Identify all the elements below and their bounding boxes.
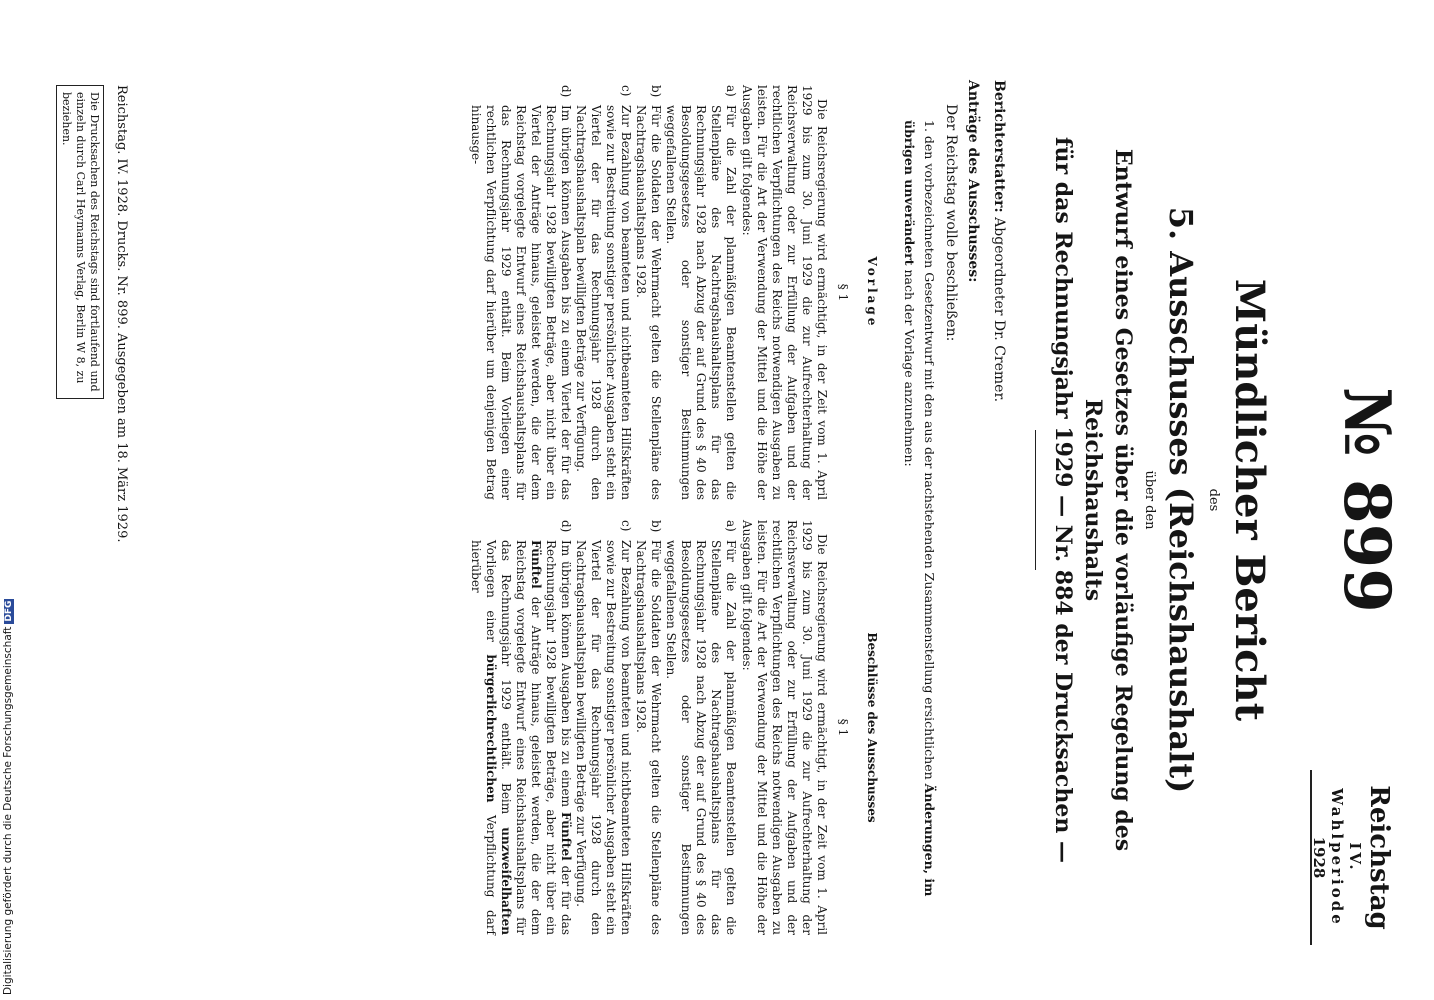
intro-block (899, 80, 1009, 940)
d-text-2: der für das Rechnungsjahr 1928 bewilligten Beträge, aber nicht über ein (544, 540, 573, 935)
reporter-name: Abgeordneter Dr. Cremer. (991, 217, 1007, 403)
dfg-logo: DFG (4, 600, 14, 622)
item-text (468, 540, 573, 935)
beschluesse-item-b (633, 520, 663, 935)
item-text: Für die Soldaten der Wehrmacht gelten die Stellenpläne des Nachtragshaushaltsplans 1928. (634, 105, 663, 500)
title-rule (1035, 430, 1036, 570)
beschluesse-paragraph: Die Reichsregierung wird ermächtigt, in der Zeit vom 1. April 1929 bis zum 30. Juni 1929 die zur Aufrechterhaltung der Reichsverwaltung oder zur Erfüllung der Aufgaben und der rechtlichen Verpflichtungen des Reichs notwendigen Ausgaben zu leisten. Für die Art der Verwendung der Mittel und die Höhe der Ausgaben gilt folgendes: (740, 520, 829, 935)
beschluesse-item-d (468, 520, 573, 935)
vorlage-item-a (663, 85, 738, 500)
item-label: d) (559, 85, 573, 98)
item-text: Zur Bezahlung von beamteten und nichtbeamteten Hilfskräften sowie zur Bestreitung sonstiger persönlicher Ausgaben steht ein Viertel der für das Rechnungsjahr 1928 durch den Nachtragshaushaltsplan bewilligten Beträge zur Verfügung. (574, 105, 633, 500)
footer-notice: Die Drucksachen des Reichstags sind fortlaufend und einzeln durch Carl Heymanns Verlag, Berlin W 8, zu beziehen. (56, 85, 104, 399)
item-text: Für die Zahl der planmäßigen Beamtenstellen gelten die Stellenpläne des Nachtragshaushaltsplans für das Rechnungsjahr 1928 nach Abzug der auf Grund des § 40 des Besoldungsgesetzes oder sonstiger Bestimmungen weggefallenen Stellen. (664, 105, 738, 500)
beschluesse-section: § 1 (836, 718, 850, 737)
masthead-year: 1928 (1310, 836, 1328, 879)
d-emphasis-3: unzweifelhaften (499, 827, 513, 935)
beschluesse-heading: Beschlüsse des Ausschusses (865, 632, 879, 823)
item-text: Zur Bezahlung von beamteten und nichtbeamteten Hilfskräften sowie zur Bestreitung sonstiger persönlicher Ausgaben steht ein Viertel der für das Rechnungsjahr 1928 durch den Nachtragshaushaltsplan bewilligten Beträge zur Verfügung. (574, 540, 633, 935)
d-emphasis-2: Fünftel (529, 540, 543, 589)
vorlage-paragraph: Die Reichsregierung wird ermächtigt, in der Zeit vom 1. April 1929 bis zum 30. Juni 1929 die zur Aufrechterhaltung der Reichsverwaltung oder zur Erfüllung der Aufgaben und der rechtlichen Verpflichtungen des Reichs notwendigen Ausgaben zu leisten. Für die Art der Verwendung der Mittel und die Höhe der Ausgaben gilt folgendes: (740, 85, 829, 500)
item-text: Für die Zahl der planmäßigen Beamtenstellen gelten die Stellenpläne des Nachtragshaushaltsplans für das Rechnungsjahr 1928 nach Abzug der auf Grund des § 40 des Besoldungsgesetzes oder sonstiger Bestimmungen weggefallenen Stellen. (664, 540, 738, 935)
item-label: d) (559, 520, 573, 533)
column-beschluesse (468, 520, 879, 935)
motion-item-1-post: nach der Vorlage anzunehmen: (902, 269, 917, 467)
d-emphasis-4: bürgerlichrechtlichen (484, 654, 498, 803)
motions-label: Anträge des Ausschusses: (965, 80, 981, 283)
item-label: b) (649, 85, 663, 98)
motion-item-1-bold: Änderungen, im übrigen unverändert (902, 120, 937, 897)
title-line4: über den (1142, 470, 1157, 530)
item-label: c) (619, 520, 633, 532)
item-text: Für die Soldaten der Wehrmacht gelten die Stellenpläne des Nachtragshaushaltsplans 1928. (634, 540, 663, 935)
title-line3: 5. Ausschusses (Reichshaushalt) (1162, 206, 1200, 794)
title-line1: Mündlicher Bericht (1226, 278, 1273, 722)
item-label: b) (649, 520, 663, 533)
title-line6: für das Rechnungsjahr 1929 — Nr. 884 der Drucksachen — (1050, 136, 1076, 864)
footer-imprint: Reichstag. IV. 1928. Drucks. Nr. 899. Ausgegeben am 18. März 1929. (114, 85, 129, 543)
d-text-4: Vorliegen einer (484, 540, 498, 642)
masthead (1310, 770, 1394, 945)
motion-item-1 (899, 80, 939, 940)
column-vorlage (468, 85, 879, 500)
vorlage-heading: Vorlage (865, 256, 879, 329)
document-number: № 899 (1329, 387, 1404, 613)
vorlage-item-b (633, 85, 663, 500)
reporter-line (989, 80, 1009, 940)
reporter-label: Berichterstatter: (991, 80, 1007, 213)
beschluesse-item-a (663, 520, 738, 935)
title-block (1048, 60, 1274, 940)
digitization-note (2, 599, 14, 995)
resolve-line: Der Reichstag wolle beschließen: (943, 104, 959, 342)
item-label: a) (724, 520, 738, 532)
title-line5: Entwurf eines Gesetzes über die vorläufige Regelung des Reichshaushalts (1080, 148, 1136, 852)
d-text-3: der Anträge hinaus, geleistet werden, die der dem Reichstag vorgelegte Entwurf eines Reichshaushaltsplans für das Rechnungsjahr 1929 enthält. Beim (499, 540, 543, 935)
beschluesse-item-c (573, 520, 633, 935)
d-emphasis-1: Fünftel (559, 811, 573, 861)
vorlage-section: § 1 (836, 283, 850, 302)
d-text-1: Im übrigen können Ausgaben bis zu einem (559, 540, 573, 807)
title-line2: des (1206, 488, 1221, 512)
item-text: Im übrigen können Ausgaben bis zu einem Viertel der für das Rechnungsjahr 1928 bewilligten Beträge, aber nicht über ein Viertel der Anträge hinaus, geleistet werden, die der dem Reichstag vorgelegte Entwurf eines Reichshaushaltsplans für das Rechnungsjahr 1929 enthält. Beim Vorliegen einer rechtlichen Verpflichtung darf hierüber um denjenigen Betrag hinausge- (469, 105, 573, 500)
digitization-text: Digitalisierung gefördert durch die Deutsche Forschungsgemeinschaft (2, 626, 14, 995)
vorlage-item-c (573, 85, 633, 500)
motion-item-1-pre: 1. den vorbezeichneten Gesetzentwurf mit den aus der nachstehenden Zusammenstellung ersichtlichen (922, 120, 937, 780)
masthead-rule (1310, 770, 1312, 945)
masthead-parliament: Reichstag (1364, 785, 1394, 930)
d-text-5: Verpflichtung darf hierüber (469, 540, 498, 935)
vorlage-item-d (468, 85, 573, 500)
masthead-period: IV. Wahlperiode (1328, 788, 1364, 927)
item-label: c) (619, 85, 633, 97)
item-label: a) (724, 85, 738, 97)
